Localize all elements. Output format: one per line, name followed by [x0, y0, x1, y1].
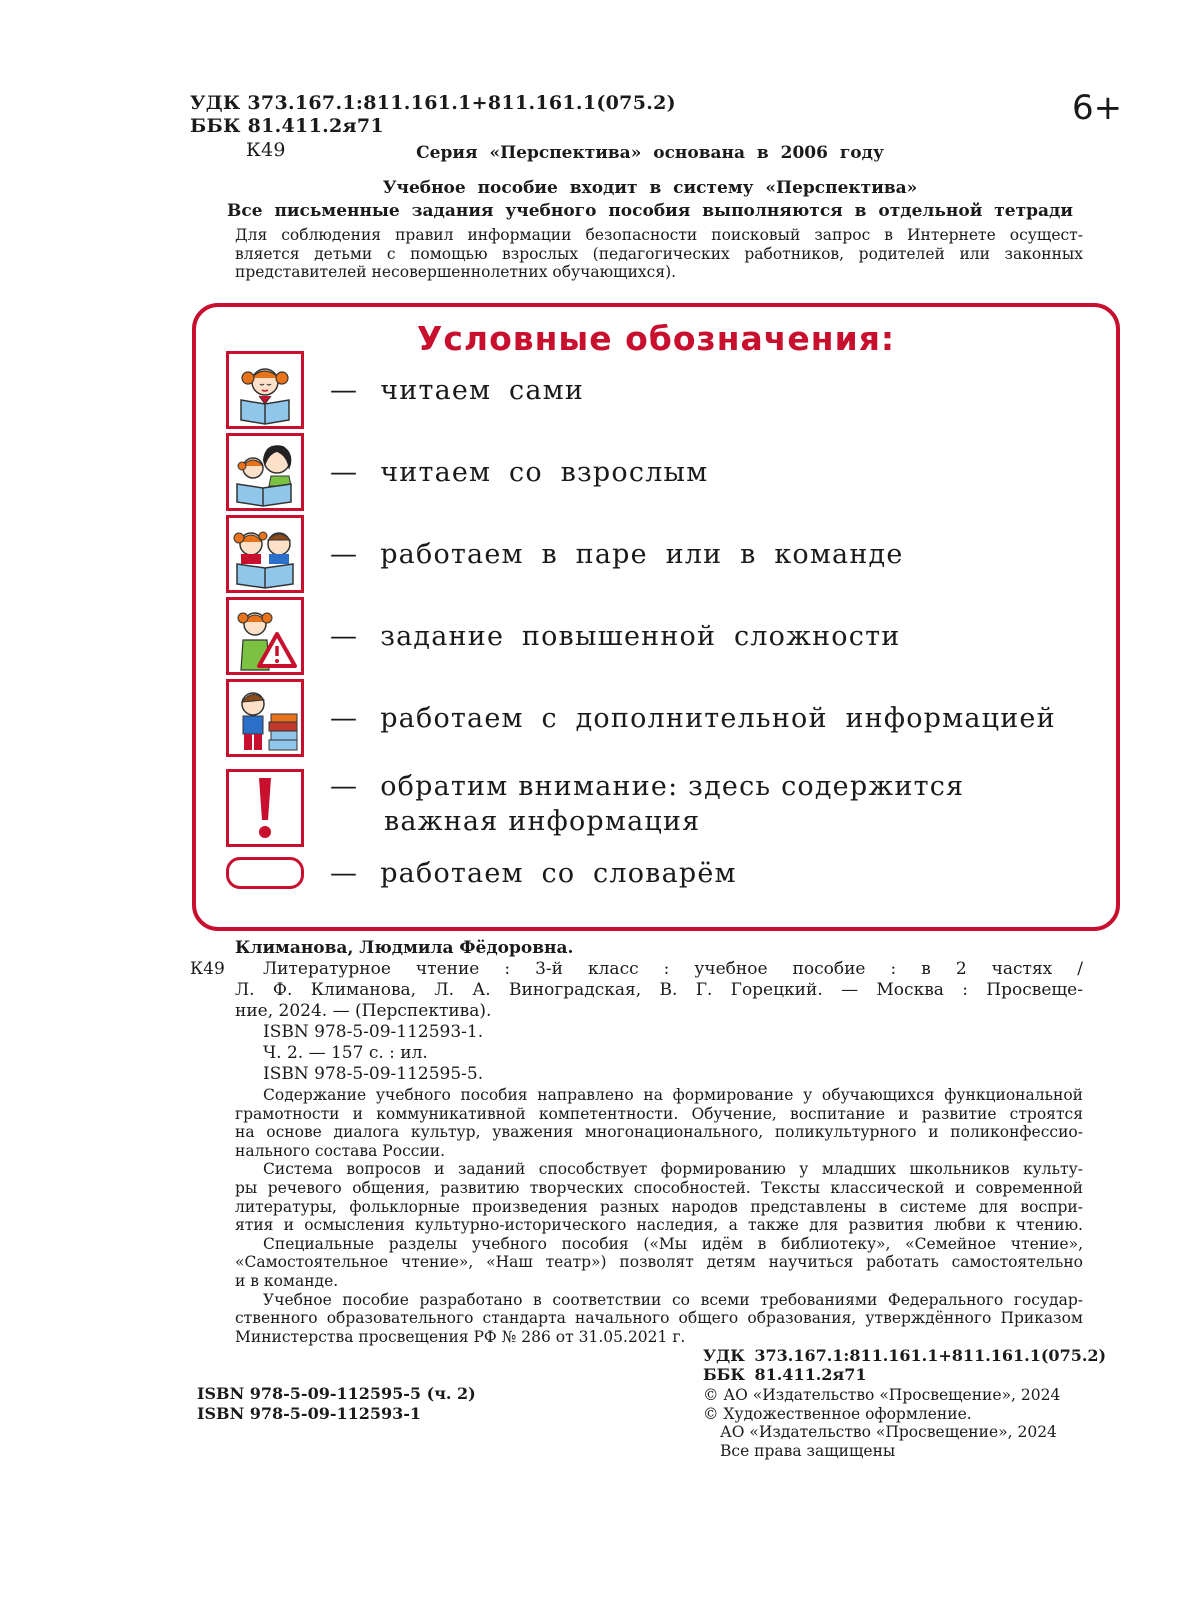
legend-label: работаем с дополнительной информацией	[380, 702, 1056, 734]
copyright-art: © Художественное оформление.	[703, 1405, 972, 1423]
legend-item-dictionary	[226, 851, 1106, 895]
written-tasks-note: Все письменные задания учебного пособия выполняются в отдельной тетради	[227, 201, 1073, 221]
legend-item-hard-task	[226, 597, 1106, 675]
safety-line: вляется детьми с помощью взрослых (педагогических работников, родителей или законных	[235, 244, 1083, 263]
legend-label-continued: важная информация	[384, 806, 701, 837]
legend-dash: —	[330, 538, 359, 570]
catalog-author: Климанова, Людмила Фёдоровна.	[235, 938, 574, 958]
annotation-line: ственного образовательного стандарта начального общего образования, утверждённого Приказом	[235, 1309, 1083, 1328]
annotation	[235, 1086, 1083, 1346]
series-note: Серия «Перспектива» основана в 2006 году	[416, 143, 884, 163]
dictionary-frame-icon	[226, 857, 304, 889]
system-note: Учебное пособие входит в систему «Перспектива»	[382, 178, 918, 198]
legend-box	[192, 303, 1120, 931]
annotation-line: Специальные разделы учебного пособия («Мы идём в библиотеку», «Семейное чтение»,	[263, 1234, 1083, 1253]
safety-line: представителей несовершеннолетних обучающихся).	[235, 263, 677, 281]
legend-label: работаем со словарём	[380, 857, 737, 889]
catalog-description	[235, 959, 1083, 1085]
author-mark: К49	[246, 139, 286, 161]
legend-title: Условные обозначения:	[416, 319, 896, 358]
annotation-line: Учебное пособие разработано в соответствии со всеми требованиями Федерального государ-	[263, 1290, 1083, 1309]
age-rating: 6+	[1072, 88, 1123, 128]
annotation-line: на основе диалога культур, уважения многонационального, поликультурного и поликонфессио-	[235, 1123, 1083, 1142]
annotation-line: ятия и осмысления культурно-исторического наследия, а также для развития любви к чтению.	[235, 1216, 1083, 1235]
catalog-line: Л. Ф. Климанова, Л. А. Виноградская, В. Г. Горецкий. — Москва : Просвеще-	[235, 980, 1083, 1000]
legend-dash: —	[330, 771, 359, 802]
bbk-code: ББК 81.411.2я71	[190, 115, 384, 137]
annotation-line: грамотности и коммуникативной компетентности. Обучение, воспитание и развитие строятся	[235, 1104, 1083, 1123]
legend-dash: —	[330, 620, 359, 652]
catalog-isbn: ISBN 978-5-09-112593-1.	[263, 1022, 484, 1042]
legend-item-extra-info	[226, 679, 1106, 757]
legend-label: читаем сами	[380, 374, 585, 406]
boy-with-books-icon	[226, 679, 304, 757]
catalog-mark: К49	[190, 959, 225, 979]
annotation-line: «Самостоятельное чтение», «Наш театр») позволят детям научиться работать самостоятельно	[235, 1253, 1083, 1272]
legend-dash: —	[330, 857, 359, 889]
bottom-bbk: ББК 81.411.2я71	[703, 1365, 867, 1384]
legend-dash: —	[330, 702, 359, 734]
annotation-line: Содержание учебного пособия направлено на формирование у обучающихся функциональной	[263, 1086, 1083, 1104]
pair-work-icon	[226, 515, 304, 593]
isbn-part: ISBN 978-5-09-112595-5 (ч. 2)	[197, 1384, 476, 1403]
annotation-line: нального состава России.	[235, 1141, 446, 1160]
rights-reserved: Все права защищены	[720, 1442, 896, 1460]
legend-label: задание повышенной сложности	[380, 620, 901, 652]
legend-item-read-with-adult	[226, 433, 1106, 511]
copyright-art-publisher: АО «Издательство «Просвещение», 2024	[720, 1423, 1057, 1441]
annotation-line: ры речевого общения, развитию творческих способностей. Тексты классической и современной	[235, 1178, 1083, 1197]
udk-code: УДК 373.167.1:811.161.1+811.161.1(075.2)	[190, 92, 676, 114]
legend-label: работаем в паре или в команде	[380, 538, 904, 570]
warning-girl-icon	[226, 597, 304, 675]
internet-safety-note	[235, 226, 1083, 282]
legend-dash: —	[330, 374, 359, 406]
legend-label: обратим внимание: здесь содержится	[380, 771, 965, 802]
legend-item-pair-work	[226, 515, 1106, 593]
catalog-line: Литературное чтение : 3-й класс : учебное пособие : в 2 частях /	[263, 959, 1083, 979]
catalog-line: ние, 2024. — (Перспектива).	[235, 1001, 492, 1021]
catalog-part: Ч. 2. — 157 с. : ил.	[263, 1043, 428, 1063]
catalog-isbn: ISBN 978-5-09-112595-5.	[263, 1064, 484, 1084]
legend-item-read-alone	[226, 351, 1106, 429]
reading-girl-icon	[226, 351, 304, 429]
copyright-publisher: © АО «Издательство «Просвещение», 2024	[703, 1386, 1061, 1404]
exclamation-icon	[226, 769, 304, 847]
annotation-line: и в команде.	[235, 1271, 339, 1290]
bottom-udk: УДК 373.167.1:811.161.1+811.161.1(075.2)	[703, 1346, 1107, 1365]
isbn-all: ISBN 978-5-09-112593-1	[197, 1404, 422, 1423]
legend-label: читаем со взрослым	[380, 456, 709, 488]
reading-with-adult-icon	[226, 433, 304, 511]
safety-line: Для соблюдения правил информации безопасности поисковый запрос в Интернете осущест-	[235, 226, 1083, 244]
legend-dash: —	[330, 456, 359, 488]
legend-item-important	[226, 769, 1106, 847]
annotation-line: Министерства просвещения РФ № 286 от 31.05.2021 г.	[235, 1327, 686, 1346]
annotation-line: Система вопросов и заданий способствует формированию у младших школьников культу-	[263, 1160, 1083, 1179]
annotation-line: литературы, фольклорные произведения разных народов представлены в системе для воспри-	[235, 1197, 1083, 1216]
